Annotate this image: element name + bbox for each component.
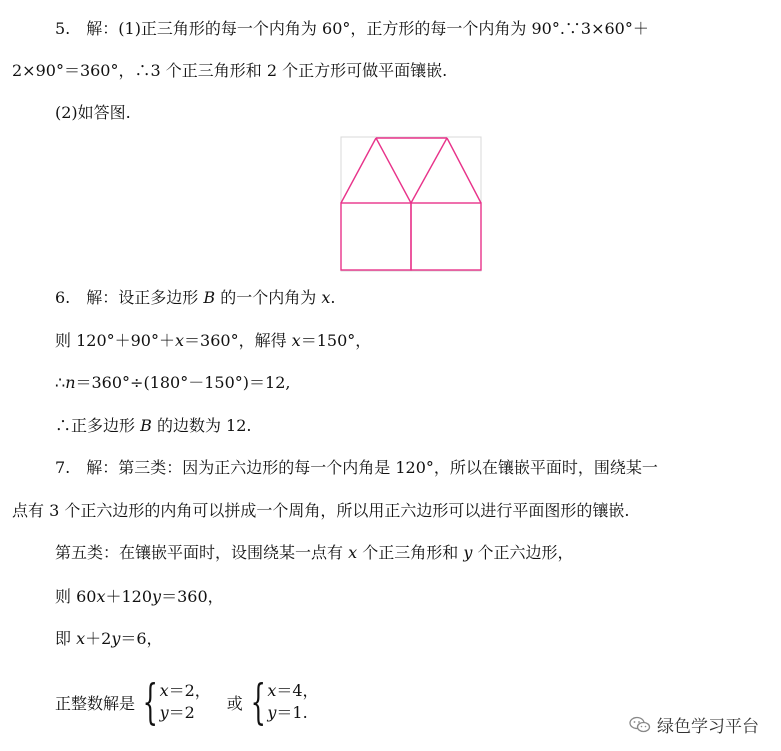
var-x: x (291, 331, 301, 350)
line-q7-1 (55, 457, 658, 479)
triangle-middle (411, 138, 447, 203)
text: ∴ (55, 373, 66, 392)
var-x: x (159, 681, 169, 700)
equation-system-1 (135, 674, 211, 730)
var-b: B (203, 288, 216, 307)
line-q6-4 (55, 415, 251, 437)
text: ＝150°， (300, 331, 372, 350)
text: ＝6， (120, 629, 163, 648)
watermark (629, 712, 759, 737)
text: 6. 解：设正多边形 (55, 288, 204, 307)
var-y: y (267, 703, 277, 722)
text: ＝1. (276, 703, 308, 722)
text: 即 (55, 629, 77, 648)
system-rows (267, 680, 318, 724)
system-rows (160, 680, 211, 724)
var-x: x (321, 288, 331, 307)
triangle-right-outer (447, 138, 481, 203)
text: 第五类：在镶嵌平面时，设围绕某一点有 (55, 543, 349, 562)
system-row (160, 702, 211, 724)
text: ＝2 (168, 703, 195, 722)
line-q7-4 (55, 586, 224, 608)
text: 的一个内角为 (215, 288, 322, 307)
text: ＝2， (168, 681, 211, 700)
line-q5-1 (55, 18, 649, 40)
system-row (160, 680, 211, 702)
text: 个正六边形， (472, 543, 574, 562)
system-row (267, 702, 318, 724)
var-y: y (152, 587, 162, 606)
text: 7. 解：第三类：因为正六边形的每一个内角是 120°，所以在镶嵌平面时，围绕某一 (55, 458, 658, 477)
text: 点有 3 个正六边形的内角可以拼成一个周角，所以用正六边形可以进行平面图形的镶嵌. (12, 501, 630, 520)
text: ＝360， (161, 587, 224, 606)
equation-system-2 (243, 674, 319, 730)
wechat-icon (629, 716, 651, 734)
text: 则 120°＋90°＋ (55, 331, 175, 350)
var-y: y (111, 629, 121, 648)
text: ＋120 (105, 587, 153, 606)
tessellation-figure (340, 136, 482, 272)
or-text: 或 (226, 693, 243, 713)
var-x: x (267, 681, 277, 700)
text: 个正三角形和 (357, 543, 464, 562)
line-q7-5 (55, 628, 163, 650)
text: 的边数为 12. (151, 416, 252, 435)
var-y: y (159, 703, 169, 722)
var-y: y (463, 543, 473, 562)
text: 5. 解：(1)正三角形的每一个内角为 60°，正方形的每一个内角为 90°.∵3×60°＋ (55, 19, 649, 38)
var-x: x (348, 543, 358, 562)
text: ＝360°÷(180°－150°)＝12, (75, 373, 291, 392)
triangle-left-inner (376, 138, 411, 203)
triangle-left-outer (341, 138, 376, 203)
line-q5-2 (12, 60, 447, 82)
text: ＝360°，解得 (184, 331, 292, 350)
line-q5-3 (55, 102, 131, 124)
line-q6-1 (55, 287, 335, 309)
square-left (341, 203, 411, 270)
var-x: x (175, 331, 185, 350)
line-q7-2 (12, 500, 629, 522)
var-b: B (140, 416, 152, 435)
left-brace-icon: { (250, 674, 266, 730)
text: 则 60 (55, 587, 97, 606)
line-q6-3 (55, 372, 290, 394)
left-brace-icon: { (142, 674, 158, 730)
line-q6-2 (55, 330, 371, 352)
var-x: x (76, 629, 86, 648)
var-n: n (65, 373, 76, 392)
text: . (330, 288, 336, 307)
text: ＋2 (85, 629, 112, 648)
square-right (411, 203, 481, 270)
text: (2)如答图. (55, 103, 131, 122)
line-q7-6 (55, 676, 319, 728)
watermark-text: 绿色学习平台 (657, 717, 759, 737)
text: ＝4， (276, 681, 319, 700)
line-q7-3 (55, 542, 573, 564)
var-x: x (96, 587, 106, 606)
text: ∴正多边形 (55, 416, 141, 435)
system-row (267, 680, 318, 702)
label: 正整数解是 (55, 693, 136, 713)
text: 2×90°＝360°，∴3 个正三角形和 2 个正方形可做平面镶嵌. (12, 61, 448, 80)
